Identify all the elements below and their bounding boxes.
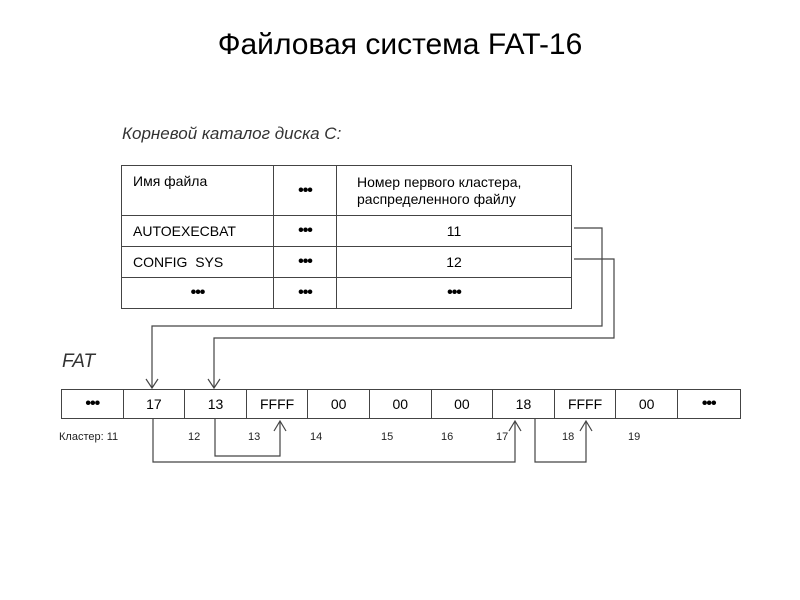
file-name: ••• xyxy=(122,278,274,309)
arrow-11-to-17 xyxy=(153,419,515,462)
arrow-12-to-13 xyxy=(215,419,280,456)
cluster-number: 14 xyxy=(310,431,323,443)
first-cluster: 12 xyxy=(337,247,572,278)
page-title: Файловая система FAT-16 xyxy=(217,28,583,61)
fat-cell: ••• xyxy=(62,390,124,418)
file-name: AUTOEXECBAT xyxy=(122,216,274,247)
cluster-number: 19 xyxy=(628,431,641,443)
header-file-name: Имя файла xyxy=(122,166,274,216)
cluster-number: 16 xyxy=(441,431,454,443)
arrow-autoexec-to-cluster-11 xyxy=(152,228,602,387)
fat-cell: 00 xyxy=(308,390,370,418)
cluster-label: Кластер: 11 xyxy=(59,431,119,443)
arrow-17-to-18 xyxy=(535,419,586,462)
first-cluster: 11 xyxy=(337,216,572,247)
header-first-cluster-line1: Номер первого кластера, xyxy=(357,173,522,190)
fat-cell: FFFF xyxy=(247,390,309,418)
header-first-cluster-line2: распределенного файлу xyxy=(357,190,516,207)
fat-cell: 00 xyxy=(616,390,678,418)
cluster-number: 12 xyxy=(188,431,201,443)
row-ellipsis: ••• xyxy=(274,278,337,309)
cluster-number: 18 xyxy=(562,431,575,443)
fat-cell: 18 xyxy=(493,390,555,418)
fat-caption: FAT xyxy=(62,351,96,372)
header-ellipsis: ••• xyxy=(274,166,337,216)
row-ellipsis: ••• xyxy=(274,216,337,247)
cluster-number: 17 xyxy=(496,431,509,443)
row-ellipsis: ••• xyxy=(274,247,337,278)
fat-cell: ••• xyxy=(701,395,716,412)
first-cluster: ••• xyxy=(337,278,572,309)
fat-cell: 00 xyxy=(370,390,432,418)
fat-cell: 17 xyxy=(124,390,186,418)
file-name: CONFIG SYS xyxy=(122,247,274,278)
fat-cell: 13 xyxy=(185,390,247,418)
cluster-number: 13 xyxy=(248,431,261,443)
directory-caption: Корневой каталог диска С: xyxy=(122,124,342,143)
cluster-number: 15 xyxy=(381,431,394,443)
arrow-config-to-cluster-12 xyxy=(214,259,614,387)
fat-cell: FFFF xyxy=(555,390,617,418)
fat-cell: 00 xyxy=(432,390,494,418)
